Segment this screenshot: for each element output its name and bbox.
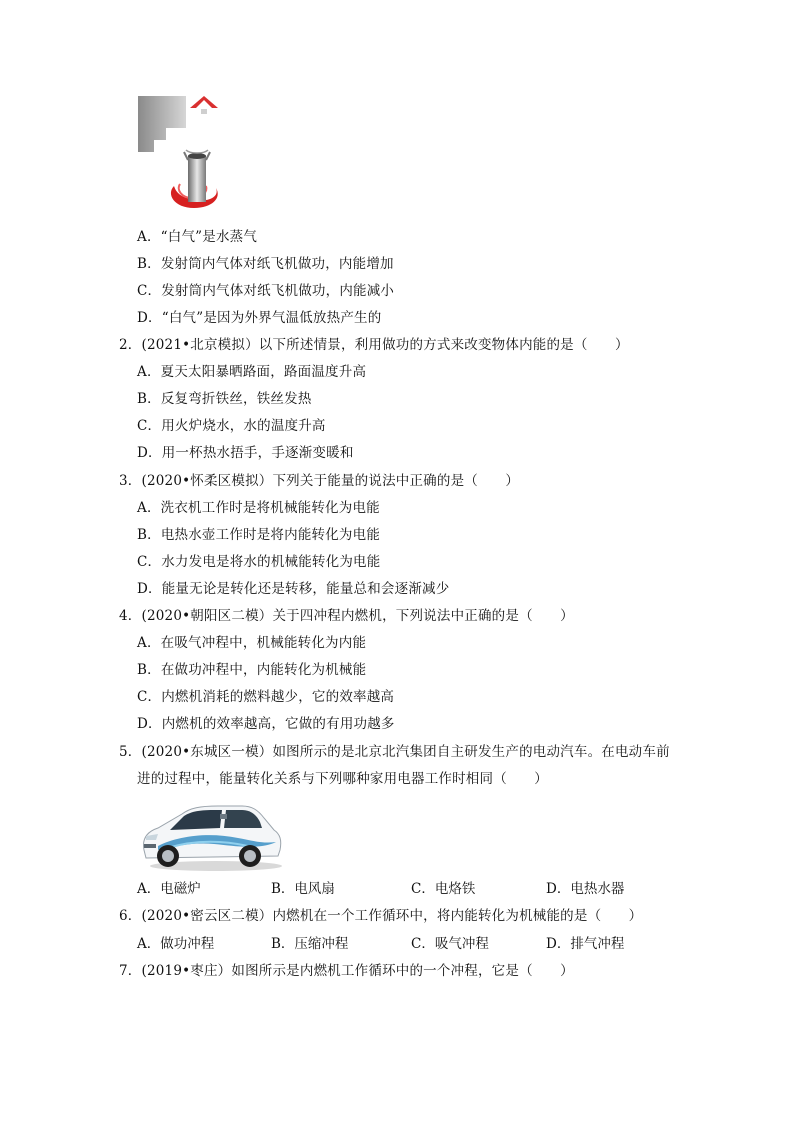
q7-stem: 7．(2019•枣庄）如图所示是内燃机工作循环中的一个冲程，它是（ ） (119, 963, 574, 979)
q1-option-b: B．发射筒内气体对纸飞机做功，内能增加 (137, 256, 394, 272)
q5-option-b: B．电风扇 (271, 881, 335, 897)
q4-option-a: A．在吸气冲程中，机械能转化为内能 (137, 635, 367, 651)
q3-option-b: B．电热水壶工作时是将内能转化为电能 (137, 527, 381, 543)
q6-options-row (137, 935, 657, 953)
q4-option-c: C．内燃机消耗的燃料越少，它的效率越高 (137, 689, 395, 705)
q6-option-d: D．排气冲程 (546, 936, 625, 952)
q5-options-row (137, 880, 657, 898)
q2-option-c: C．用火炉烧水，水的温度升高 (137, 418, 326, 434)
q5-stem-line2: 进的过程中，能量转化关系与下列哪种家用电器工作时相同（ ） (137, 771, 548, 787)
q4-option-b: B．在做功冲程中，内能转化为机械能 (137, 662, 367, 678)
q5-option-a: A．电磁炉 (137, 881, 201, 897)
q5-option-d: D．电热水器 (546, 881, 625, 897)
q6-stem: 6．(2020•密云区二模）内燃机在一个工作循环中，将内能转化为机械能的是（ ） (119, 908, 643, 924)
q6-option-c: C．吸气冲程 (411, 936, 489, 952)
launch-tube-shape (188, 156, 206, 202)
q3-stem: 3．(2020•怀柔区模拟）下列关于能量的说法中正确的是（ ） (119, 473, 520, 489)
electric-car-figure (138, 800, 284, 872)
q5-stem-line1: 5．(2020•东城区一模）如图所示的是北京北汽集团自主研发生产的电动汽车。在电动车前 (119, 744, 670, 760)
q6-option-b: B．压缩冲程 (271, 936, 349, 952)
q3-option-c: C．水力发电是将水的机械能转化为电能 (137, 554, 381, 570)
q5-option-c: C．电烙铁 (411, 881, 476, 897)
wall-shape (138, 96, 186, 152)
q2-option-d: D．用一杯热水捂手，手逐渐变暖和 (137, 445, 354, 461)
q4-option-d: D．内燃机的效率越高，它做的有用功越多 (137, 716, 395, 732)
launcher-figure (136, 94, 226, 216)
q2-stem: 2．(2021•北京模拟）以下所述情景，利用做功的方式来改变物体内能的是（ ） (119, 337, 629, 353)
q4-stem: 4．(2020•朝阳区二模）关于四冲程内燃机，下列说法中正确的是（ ） (119, 608, 574, 624)
q3-option-a: A．洗衣机工作时是将机械能转化为电能 (137, 500, 380, 516)
q2-option-b: B．反复弯折铁丝，铁丝发热 (137, 391, 312, 407)
q3-option-d: D．能量无论是转化还是转移，能量总和会逐渐减少 (137, 581, 450, 597)
q1-option-a: A．“白气”是水蒸气 (137, 229, 258, 245)
q1-option-d: D．“白气”是因为外界气温低放热产生的 (137, 310, 382, 326)
q6-option-a: A．做功冲程 (137, 936, 215, 952)
q2-option-a: A．夏天太阳暴晒路面，路面温度升高 (137, 364, 367, 380)
q1-option-c: C．发射筒内气体对纸飞机做功，内能减小 (137, 283, 395, 299)
